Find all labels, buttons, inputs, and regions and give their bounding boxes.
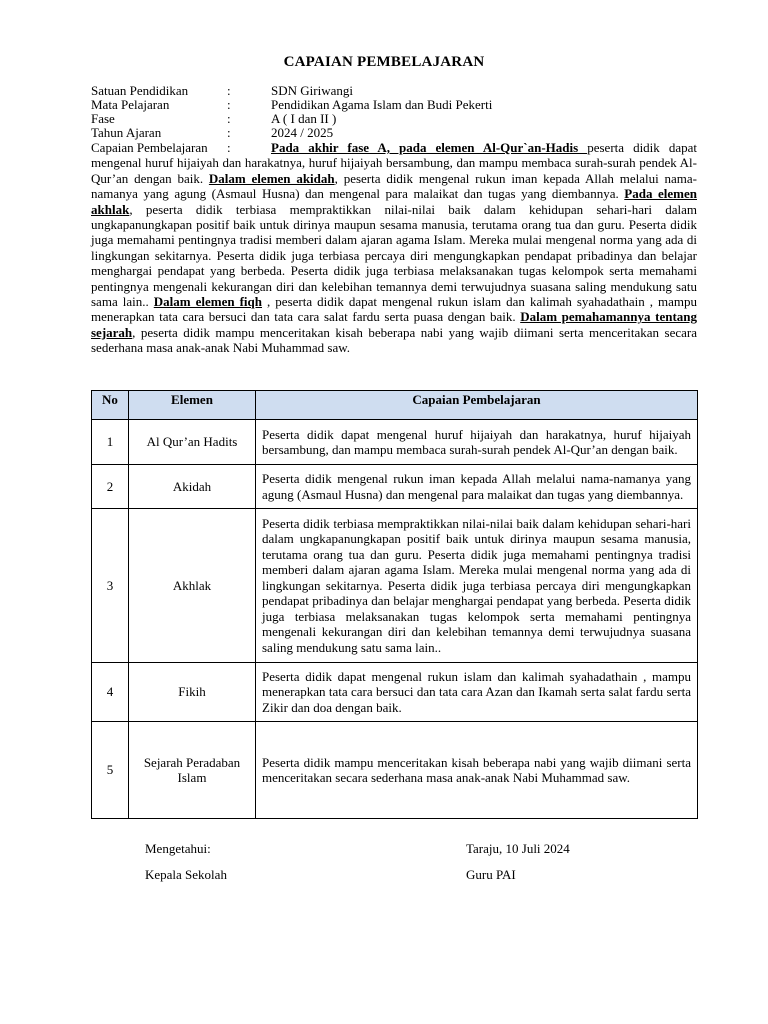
table-row (92, 465, 698, 509)
row-no: 4 (92, 663, 129, 722)
row-no: 5 (92, 722, 129, 819)
capaian-text-akidah: , peserta didik mengenal rukun iman kepada Allah melalui nama-namanya yang agung (Asmaul Husna) dan mengenal para malaikat dan tugas yang diembannya. (91, 170, 697, 202)
identity-section (91, 84, 697, 356)
signature-left-role: Kepala Sekolah (145, 867, 227, 882)
meta-value: A ( I dan II ) (271, 111, 337, 126)
signature-right-date: Taraju, 10 Juli 2024 (466, 841, 570, 856)
capaian-text-akhlak: , peserta didik terbiasa mempraktikkan nilai-nilai baik dalam kehidupan sehari-hari dalam ungkapanungkapan positif baik untuk dirinya maupun sesama manusia, terutama orang tua dan guru. Peserta didik juga memahami pentingnya tradisi memberi dalam ajaran agama Islam. Mereka mulai mengenal norma yang ada di lingkungan sekitarnya. Peserta didik juga terbiasa percaya diri mengungkapkan pendapat pribadinya dan belajar menghargai pendapat yang berbeda. Peserta didik juga terbiasa melaksanakan tugas kelompok serta memahami pentingnya mengenali kekurangan diri dan kelebihan temannya demi terwujudnya suasana saling mendukung satu sama lain.. (91, 201, 697, 310)
row-elemen: Sejarah Peradaban Islam (129, 722, 256, 819)
capaian-highlight-sejarah: Dalam pemahamannya tentang sejarah (91, 309, 697, 340)
row-capaian: Peserta didik dapat mengenal huruf hijaiyah dan harakatnya, huruf hijaiyah bersambung, dan mampu membaca surah-surah pendek Al-Qur’an dengan baik. (256, 420, 698, 465)
meta-row-tahun (91, 126, 697, 140)
capaian-text-sejarah: , peserta didik mampu menceritakan kisah beberapa nabi yang wajib diimani serta menceritakan secara sederhana masa anak-anak Nabi Muhammad saw. (91, 324, 697, 356)
meta-label: Satuan Pendidikan (91, 83, 189, 98)
capaian-label: Capaian Pembelajaran (91, 140, 208, 155)
row-no: 2 (92, 465, 129, 509)
row-elemen: Akidah (129, 465, 256, 509)
meta-colon: : (227, 125, 231, 140)
meta-colon: : (227, 111, 231, 126)
table-row (92, 509, 698, 663)
capaian-highlight-akhlak: Pada elemen akhlak (91, 186, 697, 217)
row-capaian: Peserta didik terbiasa mempraktikkan nilai-nilai baik dalam kehidupan sehari-hari dalam ungkapanungkapan positif baik untuk dirinya maupun sesama manusia, terutama orang tua dan guru. Peserta didik juga memahami pentingnya tradisi memberi dalam ajaran agama Islam. Mereka mulai mengenal norma yang ada di lingkungan sekitarnya. Peserta didik juga terbiasa percaya diri mengungkapkan pendapat pribadinya dan belajar menghargai pendapat yang berbeda. Peserta didik juga terbiasa melaksanakan tugas kelompok serta memahami pentingnya mengenali kekurangan diri dan kelebihan temannya demi terwujudnya suasana saling mendukung satu sama lain.. (256, 509, 698, 663)
row-elemen: Al Qur’an Hadits (129, 420, 256, 465)
table-row (92, 722, 698, 819)
capaian-highlight-akidah: Dalam elemen akidah (208, 170, 335, 186)
table-header-row (92, 391, 698, 420)
table-row (92, 663, 698, 722)
page-title: CAPAIAN PEMBELAJARAN (283, 54, 485, 70)
header-no: No (92, 391, 129, 420)
meta-row-fase (91, 112, 697, 126)
meta-value: 2024 / 2025 (271, 125, 334, 140)
capaian-text-quran: peserta didik dapat mengenal huruf hijaiyah dan harakatnya, huruf hijaiyah bersambung, dan mampu membaca surah-surah pendek Al-Qur’an dengan baik. (91, 140, 697, 186)
signature-right-role: Guru PAI (466, 867, 516, 882)
signature-left-label: Mengetahui: (145, 841, 211, 856)
row-capaian: Peserta didik mampu menceritakan kisah beberapa nabi yang wajib diimani serta menceritakan secara sederhana masa anak-anak Nabi Muhammad saw. (256, 722, 698, 819)
table-row (92, 420, 698, 465)
capaian-text-fiqh: , peserta didik dapat mengenal rukun islam dan kalimah syahadathain , mampu menerapkan tata cara bersuci dan tata cara salat fardu serta puasa dengan baik. (91, 294, 697, 325)
meta-value: SDN Giriwangi (271, 83, 353, 98)
capaian-highlight-quran: Pada akhir fase A, pada elemen Al-Qur`an-Hadis (271, 140, 588, 155)
capaian-highlight-fiqh: Dalam elemen fiqh (153, 294, 263, 310)
meta-row-mapel (91, 98, 697, 112)
header-elemen: Elemen (129, 391, 256, 420)
header-capaian: Capaian Pembelajaran (256, 391, 698, 420)
capaian-paragraph (91, 140, 697, 356)
row-capaian: Peserta didik mengenal rukun iman kepada Allah melalui nama-namanya yang agung (Asmaul Husna) dan mengenal para malaikat dan tugas yang diembannya. (256, 465, 698, 509)
meta-row-satuan (91, 84, 697, 98)
row-no: 1 (92, 420, 129, 465)
row-capaian: Peserta didik dapat mengenal rukun islam dan kalimah syahadathain , mampu menerapkan tata cara bersuci dan tata cara Azan dan Ikamah serta salat fardu serta Zikir dan doa dengan baik. (256, 663, 698, 722)
meta-value: Pendidikan Agama Islam dan Budi Pekerti (271, 97, 493, 112)
meta-label: Tahun Ajaran (91, 125, 162, 140)
row-elemen: Akhlak (129, 509, 256, 663)
meta-colon: : (227, 83, 231, 98)
meta-label: Mata Pelajaran (91, 97, 170, 112)
capaian-table (91, 390, 698, 819)
meta-label: Fase (91, 111, 115, 126)
capaian-colon: : (227, 140, 231, 155)
row-elemen: Fikih (129, 663, 256, 722)
meta-colon: : (227, 97, 231, 112)
row-no: 3 (92, 509, 129, 663)
